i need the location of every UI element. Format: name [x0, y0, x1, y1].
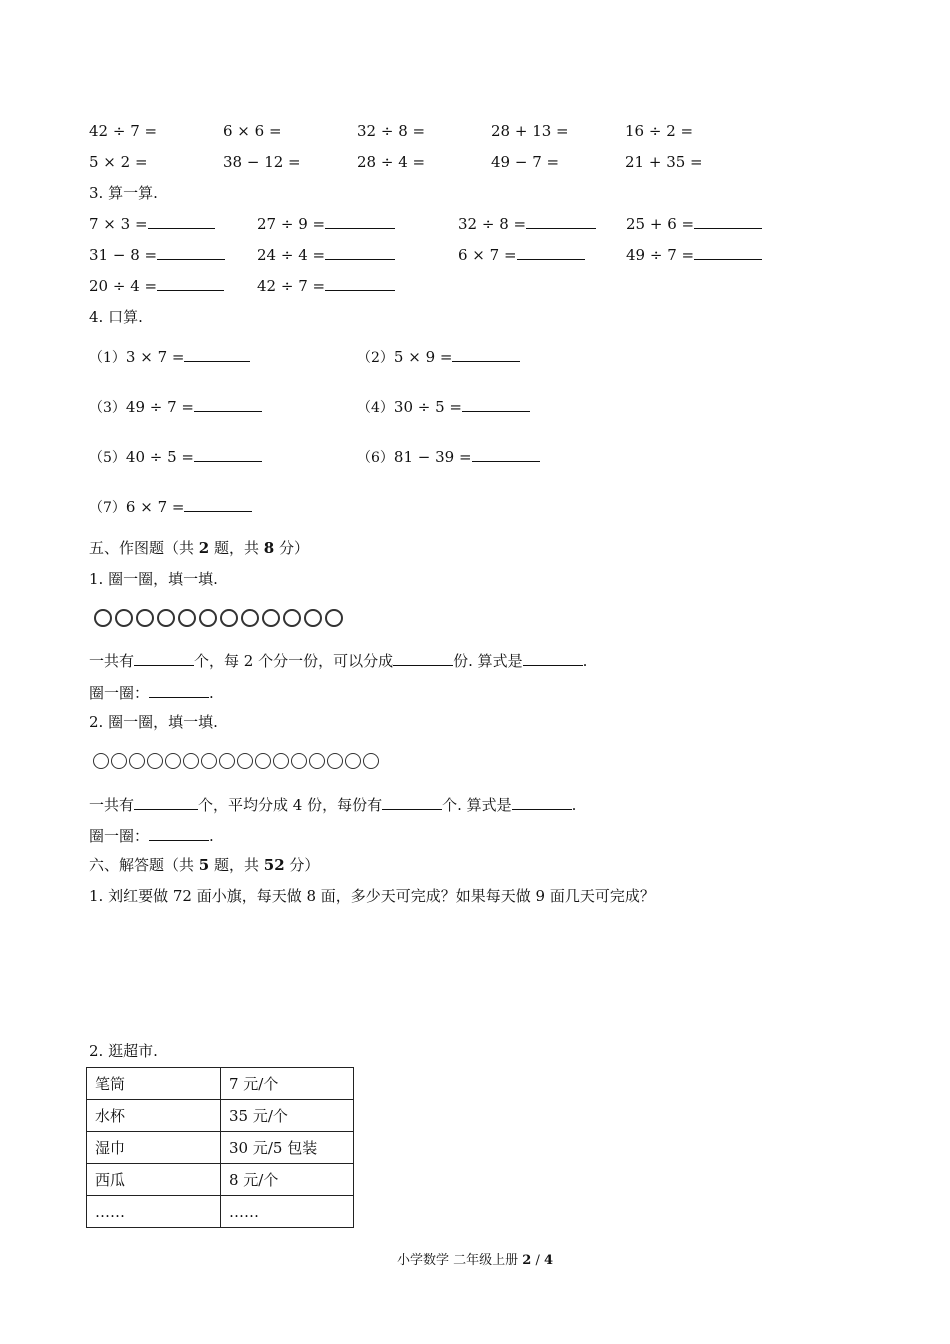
s5-q1-fill-line: 一共有 个，每 2 个分一份，可以分成 份. 算式是 .: [89, 652, 588, 670]
q3-item: 32 ÷ 8 =: [458, 216, 596, 232]
answer-blank[interactable]: [452, 349, 520, 362]
circle-icon: [94, 609, 112, 627]
answer-blank[interactable]: [694, 247, 762, 260]
q4-title: 4. 口算.: [89, 308, 143, 326]
answer-blank[interactable]: [517, 247, 585, 260]
circle-icon: [111, 753, 127, 769]
item-cell: 笔筒: [87, 1068, 221, 1100]
s5-q2-fill-line: 一共有 个，平均分成 4 份，每份有 个. 算式是 .: [89, 796, 577, 814]
item-cell: 湿巾: [87, 1132, 221, 1164]
q3-title: 3. 算一算.: [89, 184, 158, 202]
answer-blank[interactable]: [194, 449, 262, 462]
s6-q1-text: 1. 刘红要做 72 面小旗，每天做 8 面，多少天可完成？如果每天做 9 面几天可完成？: [89, 887, 655, 905]
q3-item: 7 × 3 =: [89, 216, 215, 232]
table-row: [87, 1196, 354, 1228]
price-table: [86, 1067, 354, 1228]
q4-item: （7）6 × 7 =: [89, 499, 252, 515]
answer-blank[interactable]: [184, 499, 252, 512]
answer-blank[interactable]: [382, 796, 442, 810]
circle-icon: [291, 753, 307, 769]
answer-blank[interactable]: [184, 349, 250, 362]
price-cell: 7 元/个: [221, 1068, 354, 1100]
circle-icon: [136, 609, 154, 627]
calc-item: 38 − 12 =: [223, 153, 301, 171]
q3-item: 6 × 7 =: [458, 247, 585, 263]
circle-icon: [273, 753, 289, 769]
answer-blank[interactable]: [462, 399, 530, 412]
price-cell: 30 元/5 包装: [221, 1132, 354, 1164]
circle-row: [93, 753, 381, 772]
q4-item: （3）49 ÷ 7 =: [89, 399, 262, 415]
circle-icon: [304, 609, 322, 627]
circle-icon: [219, 753, 235, 769]
calc-item: 6 × 6 =: [223, 122, 282, 140]
calc-item: 32 ÷ 8 =: [357, 122, 426, 140]
q4-item: （6）81 − 39 =: [357, 449, 540, 465]
circle-icon: [199, 609, 217, 627]
answer-blank[interactable]: [325, 278, 395, 291]
table-row: [87, 1100, 354, 1132]
answer-blank[interactable]: [194, 399, 262, 412]
calc-item: 28 ÷ 4 =: [357, 153, 426, 171]
s6-q2-title: 2. 逛超市.: [89, 1042, 158, 1060]
calc-item: 49 − 7 =: [491, 153, 560, 171]
section5-heading: 五、作图题（共 2 题，共 8 分）: [89, 539, 309, 557]
circle-icon: [325, 609, 343, 627]
q4-item: （5）40 ÷ 5 =: [89, 449, 262, 465]
circle-icon: [115, 609, 133, 627]
circle-icon: [327, 753, 343, 769]
s5-q1-title: 1. 圈一圈，填一填.: [89, 570, 218, 588]
q3-item: 31 − 8 =: [89, 247, 225, 263]
circle-icon: [283, 609, 301, 627]
circle-icon: [157, 609, 175, 627]
circle-icon: [241, 609, 259, 627]
q3-item: 42 ÷ 7 =: [257, 278, 395, 294]
answer-blank[interactable]: [393, 652, 453, 666]
q3-item: 25 + 6 =: [626, 216, 762, 232]
circle-icon: [129, 753, 145, 769]
circle-icon: [201, 753, 217, 769]
answer-blank[interactable]: [512, 796, 572, 810]
circle-icon: [93, 753, 109, 769]
calc-item: 42 ÷ 7 =: [89, 122, 158, 140]
q4-item: （1）3 × 7 =: [89, 349, 250, 365]
q3-item: 27 ÷ 9 =: [257, 216, 395, 232]
circle-icon: [345, 753, 361, 769]
answer-blank[interactable]: [325, 247, 395, 260]
circle-icon: [220, 609, 238, 627]
q3-item: 24 ÷ 4 =: [257, 247, 395, 263]
s5-q2-circle-line: 圈一圈： .: [89, 827, 214, 845]
section6-heading: 六、解答题（共 5 题，共 52 分）: [89, 856, 320, 874]
circle-icon: [147, 753, 163, 769]
q3-item: 20 ÷ 4 =: [89, 278, 224, 294]
answer-blank[interactable]: [523, 652, 583, 666]
calc-item: 16 ÷ 2 =: [625, 122, 694, 140]
q3-item: 49 ÷ 7 =: [626, 247, 762, 263]
circle-icon: [309, 753, 325, 769]
answer-blank[interactable]: [526, 216, 596, 229]
calc-item: 28 + 13 =: [491, 122, 569, 140]
circle-row: [94, 609, 346, 630]
price-cell: 35 元/个: [221, 1100, 354, 1132]
price-cell: ……: [221, 1196, 354, 1228]
circle-icon: [237, 753, 253, 769]
answer-blank[interactable]: [157, 247, 225, 260]
s5-q1-circle-line: 圈一圈： .: [89, 684, 214, 702]
price-cell: 8 元/个: [221, 1164, 354, 1196]
page-footer: 小学数学 二年级上册 2 / 4: [396, 1253, 554, 1268]
calc-item: 21 + 35 =: [625, 153, 703, 171]
answer-blank[interactable]: [149, 827, 209, 841]
answer-blank[interactable]: [694, 216, 762, 229]
q4-item: （4）30 ÷ 5 =: [357, 399, 530, 415]
item-cell: 水杯: [87, 1100, 221, 1132]
answer-blank[interactable]: [149, 684, 209, 698]
q4-item: （2）5 × 9 =: [357, 349, 520, 365]
answer-blank[interactable]: [325, 216, 395, 229]
table-row: [87, 1132, 354, 1164]
answer-blank[interactable]: [148, 216, 215, 229]
circle-icon: [255, 753, 271, 769]
s5-q2-title: 2. 圈一圈，填一填.: [89, 713, 218, 731]
table-row: [87, 1068, 354, 1100]
item-cell: 西瓜: [87, 1164, 221, 1196]
circle-icon: [165, 753, 181, 769]
circle-icon: [178, 609, 196, 627]
answer-blank[interactable]: [157, 278, 224, 291]
calc-item: 5 × 2 =: [89, 153, 148, 171]
circle-icon: [363, 753, 379, 769]
table-row: [87, 1164, 354, 1196]
answer-blank[interactable]: [134, 652, 194, 666]
circle-icon: [262, 609, 280, 627]
answer-blank[interactable]: [472, 449, 540, 462]
item-cell: ……: [87, 1196, 221, 1228]
circle-icon: [183, 753, 199, 769]
answer-blank[interactable]: [134, 796, 198, 810]
